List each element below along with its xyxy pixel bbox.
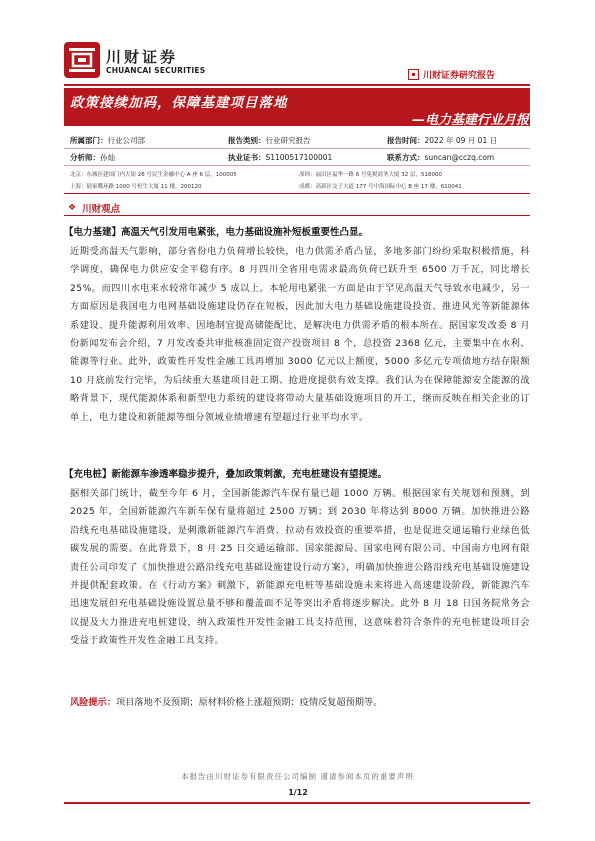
dept-info (70, 135, 145, 146)
section-rule (64, 215, 530, 216)
report-badge-label: 川财证券研究报告 (423, 70, 496, 81)
analyst-label: 分析师： (70, 153, 100, 162)
paragraph-power-infra: 近期受高温天气影响，部分省份电力负荷增长较快，电力供需矛盾凸显，多地多部门纷纷采取积极措施，科学调度，确保电力供应安全平稳有序。8 月四川全省用电需求最高负荷已跃升至 6500 万千瓦，同比增长 25%。而四川水电来水较常年减少 5 成以上。本轮用电紧张一方面是由于罕见高温天气导致水电减少，另一方面原因是我国电力电网基础设施建设仍存在短板，因此加大电力基础设施建设投资、推进风光等新能源体系建设、提升能源利用效率、因地制宜提高储能配比，是解决电力供需矛盾的根本所在。据国家发改委 8 月份新闻发布会介绍，7 月发改委共审批核准固定资产投资项目 8 个，总投资 2368 亿元，主要集中在水利、能源等行业。此外，政策性开发性金融工具再增加 3000 亿元以上额度，5000 多亿元专项债地方结存限额 10 月底前发行完毕，为后续重大基建项目赶工期、抢进度提供有效支撑。我们认为在保障能源安全能源的战略背景下，现代能源体系和新型电力系统的建设将带动大量基础设施项目的开工，继而反映在相关企业的订单上，电力建设和新能源等细分领域业绩增速有望超过行业平均水平。 (70, 246, 530, 423)
meta-divider (64, 148, 530, 149)
report-badge (408, 67, 530, 81)
report-type-info (228, 135, 311, 146)
type-value: 行业研究报告 (265, 136, 311, 145)
lead-charging-pile: 【充电桩】新能源车渗透率稳步提升，叠加政策刺激，充电桩建设有望提速。 (64, 469, 388, 480)
diamond-icon: ❖ (68, 203, 77, 213)
badge-icon: ▪ (408, 69, 419, 80)
meta-divider-2 (64, 165, 530, 166)
report-subtitle: —电力基建行业月报 (411, 113, 529, 128)
address-chengdu: 成都：高新区交子大道 177 号中海国际中心 B 座 17 楼，610041 (299, 184, 462, 190)
date-label: 报告时间： (387, 136, 425, 145)
footer-disclaimer: 本报告由川财证券有限责任公司编制 谨请参阅本页的重要声明 (181, 772, 414, 781)
risk-warning (70, 694, 382, 708)
address-shanghai: 上海：陆家嘴环路 1000 号恒生大厦 11 楼，200120 (70, 184, 202, 190)
address-shenzhen: 深圳：福田区福华一路 6 号免税商务大厦 32 层，518000 (299, 172, 442, 178)
analyst-info (70, 152, 115, 163)
type-label: 报告类别： (228, 136, 266, 145)
section-title: 川财观点 (82, 204, 121, 215)
page-number: 1/12 (288, 788, 308, 797)
date-value: 2022 年 09 月 01 日 (424, 136, 498, 145)
risk-label: 风险提示： (70, 697, 116, 708)
section-heading (68, 201, 120, 215)
lead-power-infra: 【电力基建】高温天气引发用电紧张，电力基础设施补短板重要性凸显。 (64, 227, 369, 238)
brand-name-cn: 川财证券 (106, 48, 179, 66)
report-date-info (387, 135, 497, 146)
report-title: 政策接续加码，保障基建项目落地 (70, 95, 288, 111)
address-beijing: 北京：东城区建国门内大街 28 号民生金融中心 A 座 6 层，100005 (70, 172, 237, 178)
cert-info (228, 152, 332, 163)
header-rule (64, 84, 530, 86)
cert-label: 执业证书： (228, 153, 266, 162)
dept-label: 所属部门： (70, 136, 108, 145)
analyst-value: 孙灿 (100, 153, 115, 162)
address-divider (64, 193, 530, 194)
paragraph-charging-pile: 据相关部门统计，截至今年 6 月，全国新能源汽车保有量已超 1000 万辆。根据国家有关规划和预测，到 2025 年，全国新能源汽车新车保有量将超过 2500 万辆；到 2030 年将达到 8000 万辆。加快推进公路沿线充电基础设施建设，是刺激新能源汽车消费、拉动有效投资的重要举措，也是促进交通运输行业绿色低碳发展的需要。在此背景下，8 月 25 日交通运输部、国家能源局、国家电网有限公司、中国南方电网有限责任公司印发了《加快推进公路沿线充电基础设施建设行动方案》，明确加快推进公路沿线充电基础设施建设并提供配套政策。在《行动方案》刺激下，新能源充电桩等基础设施未来将进入高速建设阶段，新能源汽车迅速发展但充电基础设施设置总量不够和覆盖面不足等突出矛盾将逐步解决。此外 8 月 18 日国务院常务会议提及大力推进充电桩建设，纳入政策性开发性金融工具支持范围，这意味着符合条件的充电桩建设项目会受益于政策性开发性金融工具支持。 (70, 488, 530, 647)
risk-text: 项目落地不及预期；原材料价格上涨超预期；疫情反复超预期等。 (115, 697, 383, 708)
contact-label: 联系方式： (387, 153, 425, 162)
contact-info (387, 152, 494, 163)
dept-value: 行业公司部 (107, 136, 145, 145)
contact-value[interactable]: suncan@cczq.com (424, 153, 495, 162)
cert-value: S1100517100001 (265, 153, 333, 162)
company-logo (64, 42, 100, 78)
footer-rule (64, 802, 530, 804)
brand-name-en: CHUANCAI SECURITIES (106, 66, 206, 75)
